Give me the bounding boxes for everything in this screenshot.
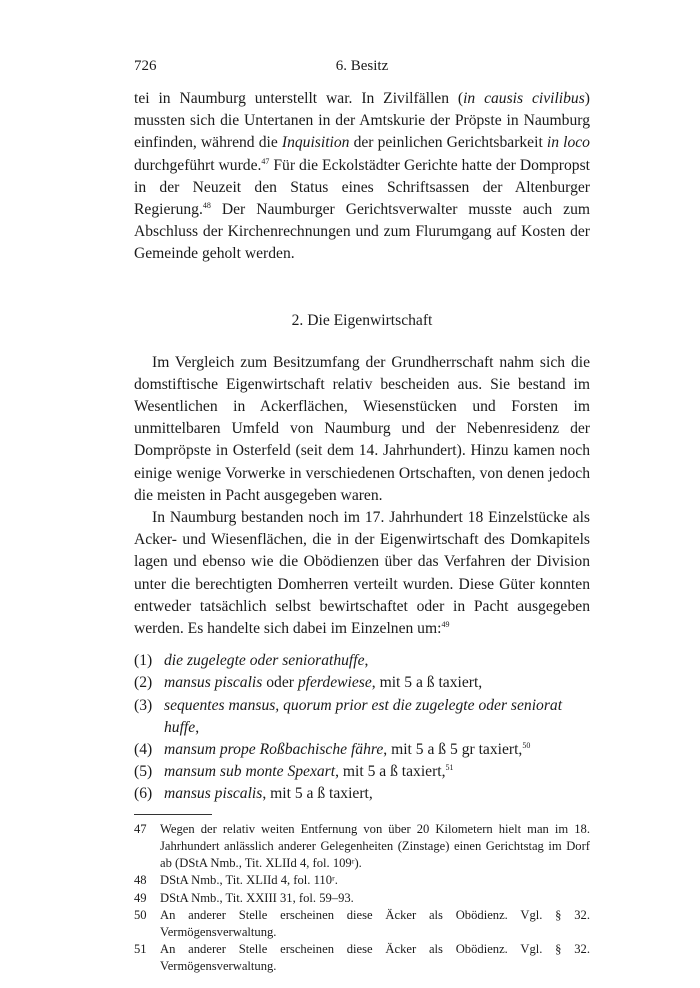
page — [134, 58, 590, 976]
footnote-separator — [134, 814, 212, 815]
paragraph-2: In Naumburg bestanden noch im 17. Jahrhundert 18 Einzelstücke als Acker- und Wiesenflächen, die in der Eigenwirtschaft des Domkapitels lagen und ebenso wie die Obödienzen über das Verfahren der Division unter die berechtigten Domherren verteilt wurden. Diese Güter konnten entweder tatsächlich selbst bewirtschaftet oder in Pacht ausgegeben werden. Es handelte sich dabei im Einzelnen um:$^{49}$ — [134, 509, 590, 638]
list-item: (6) mansus piscalis, mit 5 a ß taxiert, — [134, 785, 373, 803]
paragraph-intro: tei in Naumburg unterstellt war. In Zivilfällen (in causis civilibus) mussten sich die Untertanen in der Amtskurie der Pröpste in Naumburg einfinden, während die Inquisition der peinlichen Gerichtsbarkeit in loco durchgeführt wurde.$^{47}$ Für die Eckolstädter Gerichte hatte der Dompropst in der Neuzeit den Status eines Schriftsassen der Altenburger Regierung.$^{48}$ Der Naumburger Gerichtsverwalter musste auch zum Abschluss der Kirchenrechnungen und zum Flurumgang auf Kosten der Gemeinde geholt werden. — [134, 90, 590, 263]
list-item: (3) sequentes mansus, quorum prior est die zugelegte oder seniorat huffe, — [134, 696, 563, 736]
section-heading: 2. Die Eigenwirtschaft — [291, 311, 433, 329]
footnote: 48 DStA Nmb., Tit. XLIId 4, fol. 110ʳ. — [134, 873, 338, 888]
list-item: (5) mansum sub monte Spexart, mit 5 a ß taxiert,$^{51}$ — [134, 763, 454, 781]
list-item: (4) mansum prope Roßbachische fähre, mit 5 a ß 5 gr taxiert,$^{50}$ — [134, 740, 531, 759]
list-item: (1) die zugelegte oder seniorathuffe, — [134, 652, 369, 670]
footnote: 50 An anderer Stelle erscheinen diese Äcker als Obödienz. Vgl. § 32. Vermögensverwaltung. — [134, 907, 590, 939]
property-list — [134, 650, 590, 805]
paragraph-1: Im Vergleich zum Besitzumfang der Grundherrschaft nahm sich die domstiftische Eigenwirtschaft relativ bescheiden aus. Sie bestand im Wesentlichen in Ackerflächen, Wiesenstücken und Forsten im unmittelbaren Umfeld von Naumburg und der Nebenresidenz der Dompröpste in Osterfeld (seit dem 14. Jahrhundert). Hinzu kamen noch einige wenige Vorwerke in verschiedenen Ortschaften, von denen jedoch die meisten in Pacht ausgegeben waren. — [134, 353, 590, 504]
chapter-title: 6. Besitz — [335, 58, 389, 74]
running-header — [134, 58, 590, 88]
footnote: 51 An anderer Stelle erscheinen diese Äcker als Obödienz. Vgl. § 32. Vermögensverwaltung. — [134, 942, 590, 974]
page-number: 726 — [134, 58, 157, 74]
footnote: 49 DStA Nmb., Tit. XXIII 31, fol. 59–93. — [134, 890, 354, 905]
list-item: (2) mansus piscalis oder pferdewiese, mit 5 a ß taxiert, — [134, 674, 483, 692]
footnote: 47 Wegen der relativ weiten Entfernung von über 20 Kilometern hielt man im 18. Jahrhundert anlässlich anderer Gelegenheiten (Zinstage) einen Gerichtstag im Dorf ab (DStA Nmb., Tit. XLIId 4, fol. 109ʳ). — [134, 821, 590, 871]
